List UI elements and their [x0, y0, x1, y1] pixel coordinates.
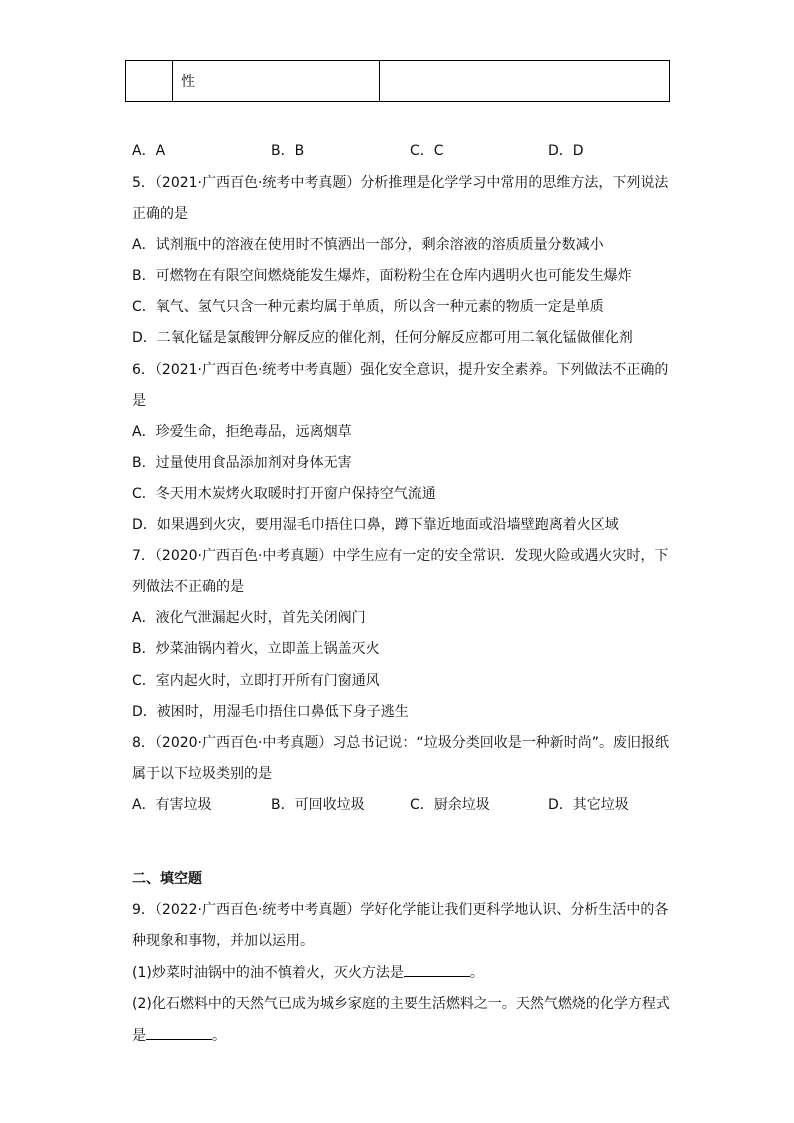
- q9-sub1-end: 。: [469, 965, 484, 981]
- q4-option-b: B．B: [271, 143, 305, 159]
- q8-option-a: A．有害垃圾: [132, 797, 212, 813]
- q5-stem-line1: 5．（2021·广西百色·统考中考真题）分析推理是化学学习中常用的思维方法，下列说法: [132, 175, 669, 191]
- q5-stem-line2: 正确的是: [132, 206, 188, 222]
- q5-option-b: B．可燃物在有限空间燃烧能发生爆炸，面粉粉尘在仓库内遇明火也可能发生爆炸: [132, 268, 632, 284]
- q9-sub1-text: (1)炒菜时油锅中的油不慎着火，灭火方法是: [132, 965, 404, 981]
- table-cell-empty: [380, 61, 670, 102]
- q9-sub2-end: 。: [212, 1028, 226, 1044]
- q6-option-a: A．珍爱生命，拒绝毒品，远离烟草: [132, 424, 352, 440]
- q9-sub2-text: 是: [132, 1028, 146, 1044]
- q7-option-d: D．被困时，用湿毛巾捂住口鼻低下身子逃生: [132, 704, 409, 720]
- q8-stem-line2: 属于以下垃圾类别的是: [132, 766, 272, 782]
- table-row: [126, 61, 670, 102]
- q9-stem-line1: 9．（2022·广西百色·统考中考真题）学好化学能让我们更科学地认识、分析生活中的各: [132, 902, 669, 918]
- q6-stem-line2: 是: [132, 393, 146, 409]
- q9-sub2-line1: (2)化石燃料中的天然气已成为城乡家庭的主要生活燃料之一。天然气燃烧的化学方程式: [132, 996, 670, 1012]
- q6-option-c: C．冬天用木炭烤火取暖时打开窗户保持空气流通: [132, 486, 436, 502]
- q9-sub1: [132, 962, 484, 983]
- answer-blank[interactable]: [404, 962, 470, 977]
- q7-stem-line1: 7．（2020·广西百色·中考真题）中学生应有一定的安全常识．发现火险或遇火灾时，下: [132, 548, 669, 564]
- q6-option-b: B．过量使用食品添加剂对身体无害: [132, 455, 352, 471]
- q5-option-a: A．试剂瓶中的溶液在使用时不慎洒出一部分，剩余溶液的溶质质量分数减小: [132, 237, 604, 253]
- section-heading-fill-in: 二、填空题: [132, 871, 202, 887]
- q7-stem-line2: 列做法不正确的是: [132, 579, 244, 595]
- table-cell-empty: [126, 61, 173, 102]
- q5-option-d: D．二氧化锰是氯酸钾分解反应的催化剂，任何分解反应都可用二氧化锰做催化剂: [132, 330, 633, 346]
- answer-blank[interactable]: [146, 1025, 212, 1040]
- q8-option-b: B．可回收垃圾: [271, 797, 365, 813]
- q5-option-c: C．氧气、氢气只含一种元素均属于单质，所以含一种元素的物质一定是单质: [132, 299, 604, 315]
- q7-option-c: C．室内起火时，立即打开所有门窗通风: [132, 673, 380, 689]
- q4-option-d: D．D: [548, 143, 584, 159]
- q7-option-b: B．炒菜油锅内着火，立即盖上锅盖灭火: [132, 641, 380, 657]
- q9-stem-line2: 种现象和事物，并加以运用。: [132, 933, 314, 949]
- q9-sub2-line2: [132, 1025, 226, 1046]
- table-fragment: [125, 60, 670, 102]
- q6-option-d: D．如果遇到火灾，要用湿毛巾捂住口鼻，蹲下靠近地面或沿墙壁跑离着火区域: [132, 517, 619, 533]
- q6-stem-line1: 6．（2021·广西百色·统考中考真题）强化安全意识，提升安全素养。下列做法不正确的: [132, 362, 669, 378]
- q4-option-c: C．C: [410, 143, 444, 159]
- q8-option-d: D．其它垃圾: [548, 797, 629, 813]
- q7-option-a: A．液化气泄漏起火时，首先关闭阀门: [132, 610, 366, 626]
- q8-option-c: C．厨余垃圾: [410, 797, 490, 813]
- q4-option-a: A．A: [132, 143, 166, 159]
- q8-stem-line1: 8．（2020·广西百色·中考真题）习总书记说：“垃圾分类回收是一种新时尚”。废旧报纸: [132, 735, 669, 751]
- table-cell-text: 性: [173, 61, 380, 102]
